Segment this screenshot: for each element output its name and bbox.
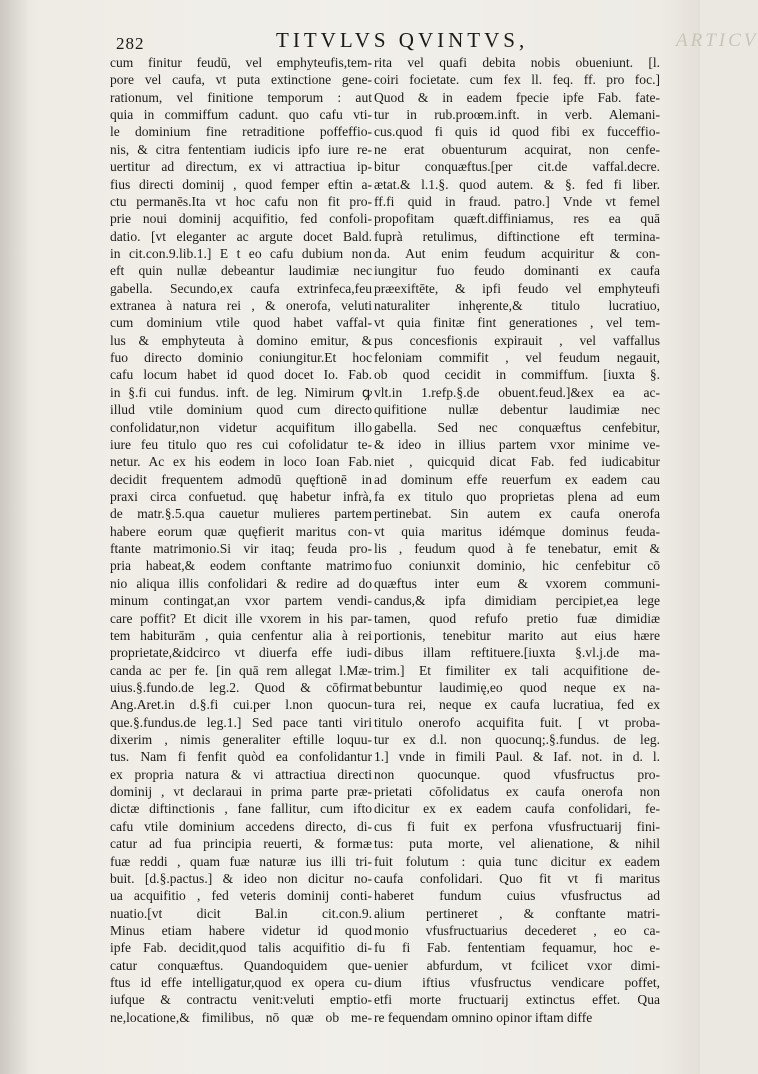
left-text-column: [110, 54, 372, 1026]
text-line: vlt.in 1.refp.§.de obuent.feud.]&ex ea ac-: [374, 384, 660, 400]
text-line: datio. [vt eleganter ac argute docet Bald.: [110, 228, 372, 244]
text-line: rita vel quafi debita nobis obueniunt. [l.: [374, 55, 660, 70]
spine-shadow: [0, 0, 30, 1074]
page-header: [116, 28, 758, 53]
text-line: extranea à natura rei , & onerofa, veluti: [110, 298, 372, 314]
text-line: portionis, tenebitur marito aut eius hære: [374, 627, 660, 643]
text-line: præexiftēte, & ipfi feudo vel emphyteufi: [374, 280, 660, 296]
text-line: confolidatur,non videtur acquifitum illo: [110, 419, 372, 435]
text-line: dictæ diftinctionis , fane fallitur, cum ifto: [110, 801, 372, 817]
right-text-column: [374, 54, 660, 1026]
text-line: cafu vtile dominium accedens directo, di-: [110, 818, 372, 834]
text-line: re fequendam omnino opinor iftam diffe: [374, 1009, 593, 1025]
text-line: gabella. Secundo,ex caufa extrinfeca,feu: [110, 280, 372, 296]
text-line: ætat.& l.1.§. quod autem. & §. fed fi liber.: [374, 176, 660, 192]
text-line: le dominium fine retraditione poffeffio-: [110, 124, 372, 140]
text-line: care poffit? Et dicit ille vxorem in his par-: [110, 610, 372, 626]
text-line: pertinebat. Sin autem ex caufa onerofa: [374, 506, 660, 522]
text-line: tur ex d.l. non quocunq;.§.fundus. de leg.: [374, 732, 660, 748]
text-line: ftus id effe intelligatur,quod ex opera cu-: [110, 975, 372, 991]
text-line: gabella. Sed nec conquæftus cenfebitur,: [374, 419, 660, 435]
text-line: minum contingat,an vxor partem vendi-: [110, 593, 372, 609]
text-line: quæftus inter eum & vxorem communi-: [374, 575, 660, 591]
text-line: pus concesfionis expirauit , vel vaffallus: [374, 332, 660, 348]
text-line: candus,& ipfa dimidiam percipiet,ea lege: [374, 593, 660, 609]
text-line: ipfe Fab. decidit,quod talis acquifitio di-: [110, 940, 372, 956]
text-line: proprietate,&idcirco vt diuerfa effe iudi-: [110, 645, 372, 661]
text-line: cum dominium vtile quod habet vaffal-: [110, 315, 372, 331]
text-line: pria habeat,& eodem conftante matrimo: [110, 558, 372, 574]
text-line: ob quod cecidit in commiffum. [iuxta §.: [374, 367, 660, 383]
text-line: decidit frequentem admodū quęftionē in: [110, 471, 372, 487]
text-line: ff.fi quid in fraud. patro.] Vnde vt femel: [374, 193, 660, 209]
text-line: pore vel caufa, vt puta extinctione gene-: [110, 72, 372, 88]
text-line: nio aliqua illis confolidari & redire ad do: [110, 575, 372, 591]
text-line: titulo onerofo acquifita fuit. [ vt proba-: [374, 714, 660, 730]
text-line: bitur conquæftus.[per cit.de vaffal.decre.: [374, 159, 660, 175]
text-line: uenier abfurdum, vt fcilicet vxor dimi-: [374, 957, 660, 973]
text-line: propofitam quæft.diffiniamus, res ea quā: [374, 211, 660, 227]
text-line: tem habiturām , quia cenfentur alia à rei: [110, 627, 372, 643]
text-line: dicitur ex ex eadem caufa confolidari, fe-: [374, 801, 660, 817]
text-line: tus. Nam fi fenfit quòd ea confolidantur: [110, 749, 372, 765]
text-line: que.§.fundus.de leg.1.] Sed pace tanti viri: [110, 714, 372, 730]
text-line: alium pertineret , & conftante matri-: [374, 905, 660, 921]
text-line: bebuntur laudimię,eo quod neque ex na-: [374, 679, 660, 695]
text-line: nis, & citra fententiam iudicis ipfo iure re-: [110, 141, 372, 157]
text-line: cus fi fuit ex perfona vfusfructuarij fini-: [374, 818, 660, 834]
text-line: iure feu titulo quo res cui cofolidatur te-: [110, 436, 372, 452]
text-line: dibus illam reftituere.[iuxta §.vl.j.de ma-: [374, 645, 660, 661]
text-line: buit. [d.§.pactus.] & ideo non dicitur no-: [110, 870, 372, 886]
text-line: niet , quicquid dicat Fab. fed iudicabitur: [374, 454, 660, 470]
text-line: ctu permanēs.Ita vt hoc cafu non fit pro-: [110, 193, 372, 209]
text-line: monio vfusfructuarius decederet , eo ca-: [374, 922, 660, 938]
text-line: fuo directo dominio coniungitur.Et hoc: [110, 350, 372, 366]
text-line: da. Aut enim feudum acquiritur & con-: [374, 245, 660, 261]
text-line: netur. Ac ex his eodem in loco Ioan Fab.: [110, 454, 372, 470]
text-line: haberet fundum cuius vfusfructus ad: [374, 888, 660, 904]
text-line: ne,locatione,& fimilibus, nō quæ ob me-: [110, 1009, 372, 1025]
text-line: dium iftius vfusfructus vendicare poffet,: [374, 975, 660, 991]
text-line: nuatio.[vt dicit Bal.in cit.con.9.: [110, 905, 372, 921]
text-line: tur in rub.proœm.inft. in verb. Alemani-: [374, 107, 660, 123]
text-line: cus.quod fi quis id quod fibi ex fucceffio-: [374, 124, 660, 140]
text-line: prietati cōfolidatus ex caufa onerofa non: [374, 784, 660, 800]
bleed-through-text: ARTICV: [676, 30, 758, 51]
text-line: fu fi Fab. fententiam fequamur, hoc e-: [374, 940, 660, 956]
text-line: & ideo in illius partem vxor minime ve-: [374, 436, 660, 452]
text-line: ex propria natura & vi attractiua directi: [110, 766, 372, 782]
text-line: etfi morte fructuarij extinctus effet. Qua: [374, 992, 660, 1008]
text-line: Quod & in eadem fpecie ipfe Fab. fate-: [374, 89, 660, 105]
text-line: tamen, quod refufo pretio fuæ dimidiæ: [374, 610, 660, 626]
text-line: ne erat obuenturum acquirat, non cenfe-: [374, 141, 660, 157]
text-line: uertitur ad directum, ex vi attractiua ip-: [110, 159, 372, 175]
text-line: vt quia maritus idémque dominus feuda-: [374, 523, 660, 539]
page-number: 282: [116, 34, 145, 53]
text-line: uius.§.fundo.de leg.2. Quod & cōfirmat: [110, 679, 372, 695]
text-line: fuprà retulimus, diftinctione eft termina-: [374, 228, 660, 244]
text-line: feloniam commifit , vel feudum negauit,: [374, 350, 660, 366]
text-line: cafu locum habet id quod docet Io. Fab.: [110, 367, 372, 383]
text-line: dixerim , nimis generaliter eftille loquu-: [110, 732, 372, 748]
text-line: ua acquifitio , fed veteris dominij conti-: [110, 888, 372, 904]
text-line: coiri focietate. cum fex ll. feq. ff. pro foc.]: [374, 72, 660, 88]
text-line: fuo coniunxit dominio, hic cenfebitur cō: [374, 558, 660, 574]
text-line: tura rei, neque ex caufa lucratiua, fed ex: [374, 697, 660, 713]
text-line: 1.] vnde in fimili Paul. & Iaf. not. in d. l.: [374, 749, 660, 765]
text-line: fius directi dominij , quod femper eftin a-: [110, 176, 372, 192]
text-line: rationum, vel finitione temporum : aut: [110, 89, 372, 105]
text-line: habere eorum quæ quęfierit maritus con-: [110, 523, 372, 539]
text-line: dominij , vt declaraui in prima parte præ-: [110, 784, 372, 800]
text-line: ftante matrimonio.Si vir itaq; feuda pro-: [110, 541, 372, 557]
text-line: Ang.Aret.in d.§.fi cui.per l.non quocun-: [110, 697, 372, 713]
text-line: praxi circa confuetud. quę habetur infrà,: [110, 488, 372, 504]
text-line: non quocunque. quod vfusfructus pro-: [374, 766, 660, 782]
text-line: iungitur fuo feudo dominanti ex caufa: [374, 263, 660, 279]
text-line: catur ad fua principia reuerti, & formæ: [110, 836, 372, 852]
text-line: tus: puta morte, vel alienatione, & nihil: [374, 836, 660, 852]
text-line: prie noui dominij acquifitio, fed confoli-: [110, 211, 372, 227]
text-line: trim.] Et fimiliter ex tali acquifitione de-: [374, 662, 660, 678]
text-line: Minus etiam habere videtur id quod: [110, 922, 372, 938]
text-line: quifitione nullæ debentur laudimiæ nec: [374, 402, 660, 418]
text-line: in cit.con.9.lib.1.] E t eo cafu dubium non: [110, 245, 372, 261]
text-line: illud vtile dominium quod cum directo: [110, 402, 372, 418]
text-line: iufque & contractu venit:veluti emptio-: [110, 992, 372, 1008]
running-title: TITVLVS QVINTVS,: [276, 28, 529, 52]
text-line: catur conquæftus. Quandoquidem que-: [110, 957, 372, 973]
text-line: fuit folutum : quia tunc dicitur ex eadem: [374, 853, 660, 869]
text-line: lis , feudum quod à fe tenebatur, emit &: [374, 541, 660, 557]
text-line: canda ac per fe. [in quā rem allegat l.Mæ-: [110, 662, 372, 678]
text-line: quia in commiffum cadunt. quo cafu vti-: [110, 107, 372, 123]
text-line: in §.fi cui fundus. inft. de leg. Nimirum ꝙ: [110, 384, 372, 400]
text-line: de matr.§.5.qua cauetur mulieres partem: [110, 506, 372, 522]
text-line: eft quin nullæ debeantur laudimiæ nec: [110, 263, 372, 279]
text-line: naturaliter inhęrente,& titulo lucratiuo,: [374, 298, 660, 314]
text-line: caufa confolidari. Quo fit vt fi maritus: [374, 870, 660, 886]
text-line: cum finitur feudū, vel emphyteufis,tem-: [110, 55, 372, 70]
text-line: fa ex titulo quo proprietas plena ad eum: [374, 488, 660, 504]
text-line: ad dominum effe reuerfum ex eadem cau: [374, 471, 660, 487]
text-line: vt quia finitæ fint generationes , vel tem-: [374, 315, 660, 331]
text-line: lus & emphyteuta à domino emitur, &: [110, 332, 372, 348]
text-line: fuæ reddi , quam fuæ naturæ ius illi tri-: [110, 853, 372, 869]
